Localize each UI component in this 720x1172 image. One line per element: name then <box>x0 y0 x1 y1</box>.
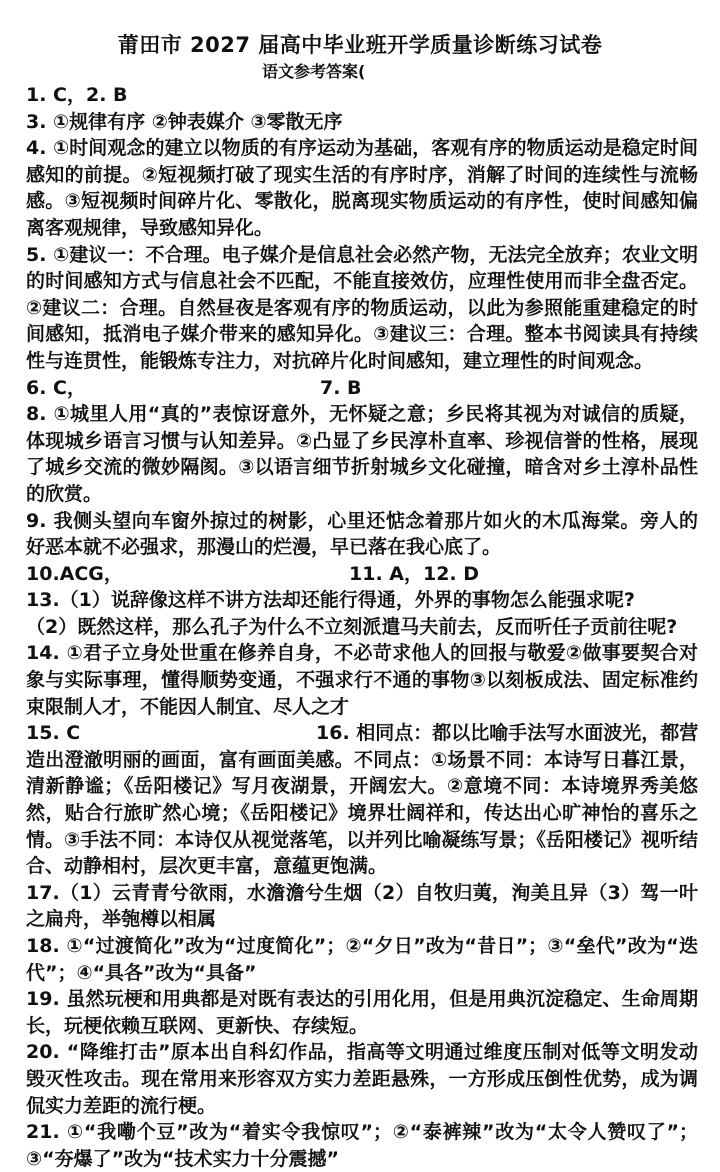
answer-17: 17.（1）云青青兮欲雨，水澹澹兮生烟（2）自牧归荑，洵美且异（3）驾一叶之扁舟，举匏樽以相属 <box>26 881 698 931</box>
answer-14: 14. ①君子立身处世重在修养自身，不必苛求他人的回报与敬爱②做事要契合对象与实际事理，懂得顺势变通，不强求行不通的事物③以刻板成法、固定标准约束限制人才，不能因人制宜、尽人之才 <box>26 642 698 718</box>
answer-3: 3. ①规律有序 ②钟表媒介 ③零散无序 <box>26 110 343 133</box>
answer-4: 4. ①时间观念的建立以物质的有序运动为基础，客观有序的物质运动是稳定时间感知的前提。②短视频打破了现实生活的有序时序，消解了时间的连续性与流畅感。③短视频时间碎片化、零散化，脱离现实物质运动的有序性，使时间感知偏离客观规律，导致感知异化。 <box>26 137 698 239</box>
answer-15: 15. C <box>26 722 81 745</box>
answer-19: 19. 虽然玩梗和用典都是对既有表达的引用化用，但是用典沉淀稳定、生命周期长，玩梗依赖互联网、更新快、存续短。 <box>26 988 698 1037</box>
answer-20: 20. “降维打击”原本出自科幻作品，指高等文明通过维度压制对低等文明发动毁灭性攻击。现在常用来形容双方实力差距悬殊，一方形成压倒性优势，成为调侃实力差距的流行梗。 <box>26 1041 698 1117</box>
answer-10: 10.ACG， <box>26 562 123 585</box>
answer-9: 9. 我侧头望向车窗外掠过的树影，心里还惦念着那片如火的木瓜海棠。旁人的好恶本就不必强求，那漫山的烂漫，早已落在我心底了。 <box>26 509 698 559</box>
answer-8: 8. ①城里人用“真的”表惊讶意外，无怀疑之意；乡民将其视为对诚信的质疑，体现城乡语言习惯与认知差异。②凸显了乡民淳朴直率、珍视信誉的性格，展现了城乡交流的微妙隔阂。③以语言细节折射城乡文化碰撞，暗含对乡土淳朴品性的欣赏。 <box>26 403 698 505</box>
answer-21: 21. ①“我嘞个豆”改为“着实令我惊叹”；②“泰裤辣”改为“太令人赞叹了”；③“夯爆了”改为“技术实力十分震撼” <box>26 1121 698 1170</box>
answer-18: 18. ①“过渡简化”改为“过度简化”；②“夕日”改为“昔日”；③“垒代”改为“迭代”；④“具各”改为“具备” <box>26 935 698 984</box>
answer-7: 7. B <box>320 376 362 399</box>
page-subtitle: 语文参考答案( <box>262 62 366 81</box>
answer-row-6-7 <box>26 375 698 402</box>
answer-16-start: 16. 相同点：都以比喻手法写水面波光，都营 <box>316 722 699 745</box>
answer-1-2: 1. C，2. B <box>26 84 128 106</box>
page-title: 莆田市 2027 届高中毕业班开学质量诊断练习试卷 <box>117 33 603 57</box>
answer-13-part-2: （2）既然这样，那么孔子为什么不立刻派遣马夫前去，反而听任子贡前往呢? <box>26 615 678 638</box>
answer-16-continued: 造出澄澈明丽的画面，富有画面美感。不同点：①场景不同：本诗写日暮江景，清新静谧；《岳阳楼记》写月夜湖景，开阔宏大。②意境不同：本诗境界秀美悠然，贴合行旅旷然心境；《岳阳楼记》境界壮阔祥和，传达出心旷神怡的喜乐之情。③手法不同：本诗仅从视觉落笔，以并列比喻凝练写景；《岳阳楼记》视听结合、动静相村，层次更丰富，意蕴更饱满。 <box>26 748 698 878</box>
answer-5: 5. ①建议一：不合理。电子媒介是信息社会必然产物，无法完全放弃；农业文明的时间感知方式与信息社会不匹配，不能直接效仿，应理性使用而非全盘否定。②建议二：合理。自然昼夜是客观有序的物质运动，以此为参照能重建稳定的时间感知，抵消电子媒介带来的感知异化。③建议三：合理。整本书阅读具有持续性与连贯性，能锻炼专注力，对抗碎片化时间感知，建立理性的时间观念。 <box>26 243 698 372</box>
answer-11-12: 11. A，12. D <box>349 562 480 585</box>
answer-row-15-16 <box>26 720 698 747</box>
answer-6: 6. C， <box>26 376 86 399</box>
answer-list <box>26 82 698 1172</box>
answer-row-10-12 <box>26 561 698 588</box>
answer-13-part-1: 13.（1）说辞像这样不讲方法却还能行得通，外界的事物怎么能强求呢? <box>26 589 635 612</box>
